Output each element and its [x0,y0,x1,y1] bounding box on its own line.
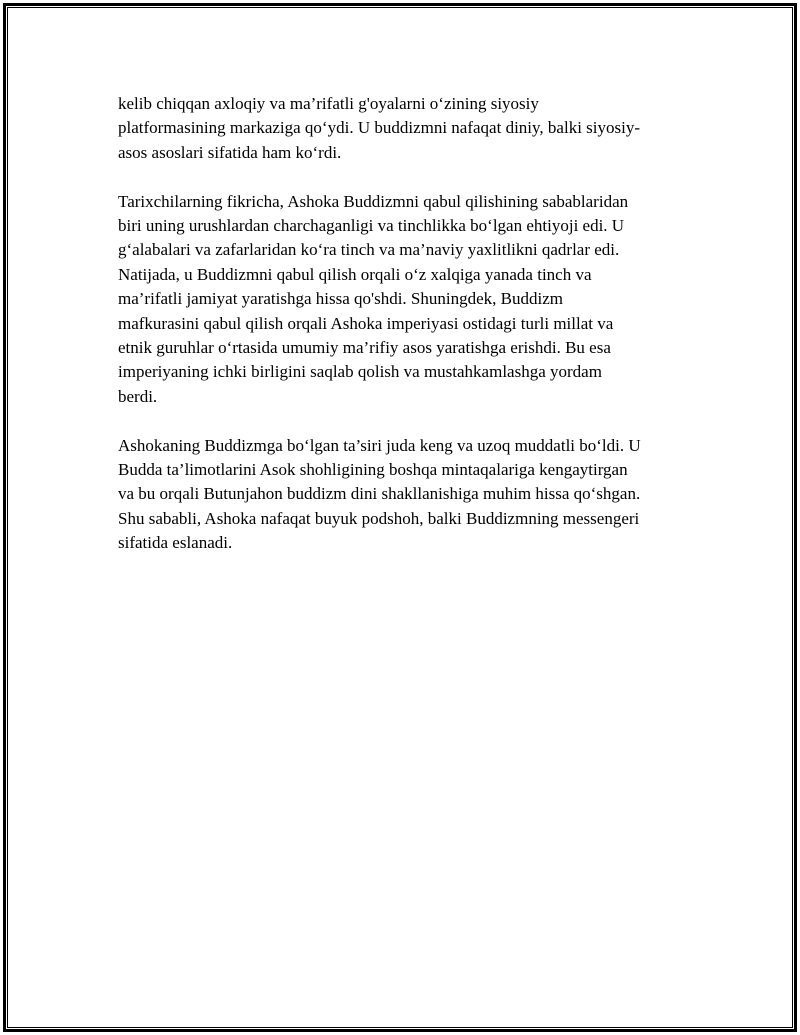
paragraph-2: Tarixchilarning fikricha, Ashoka Buddizmni qabul qilishining sabablaridan biri uning urushlardan charchaganligi va tinchlikka bo‘lgan ehtiyoji edi. U g‘alabalari va zafarlaridan ko‘ra tinch va ma’naviy yaxlitlikni qadrlar edi. Natijada, u Buddizmni qabul qilish orqali o‘z xalqiga yanada tinch va ma’rifatli jamiyat yaratishga hissa qo'shdi. Shuningdek, Buddizm mafkurasini qabul qilish orqali Ashoka imperiyasi ostidagi turli millat va etnik guruhlar o‘rtasida umumiy ma’rifiy asos yaratishga erishdi. Bu esa imperiyaning ichki birligini saqlab qolish va mustahkamlashga yordam berdi. [118,191,629,406]
document-body [118,92,698,580]
paragraph-3: Ashokaning Buddizmga bo‘lgan ta’siri juda keng va uzoq muddatli bo‘ldi. U Budda ta’limotlarini Asok shohligining boshqa mintaqalariga kengaytirgan va bu orqali Butunjahon buddizm dini shakllanishiga muhim hissa qo‘shgan. Shu sababli, Ashoka nafaqat buyuk podshoh, balki Buddizmning messengeri sifatida eslanadi. [118,435,641,553]
paragraph-1: kelib chiqqan axloqiy va ma’rifatli g'oyalarni o‘zining siyosiy platformasining markaziga qo‘ydi. U buddizmni nafaqat diniy, balki siyosiy- asos asoslari sifatida ham ko‘rdi. [118,94,641,162]
